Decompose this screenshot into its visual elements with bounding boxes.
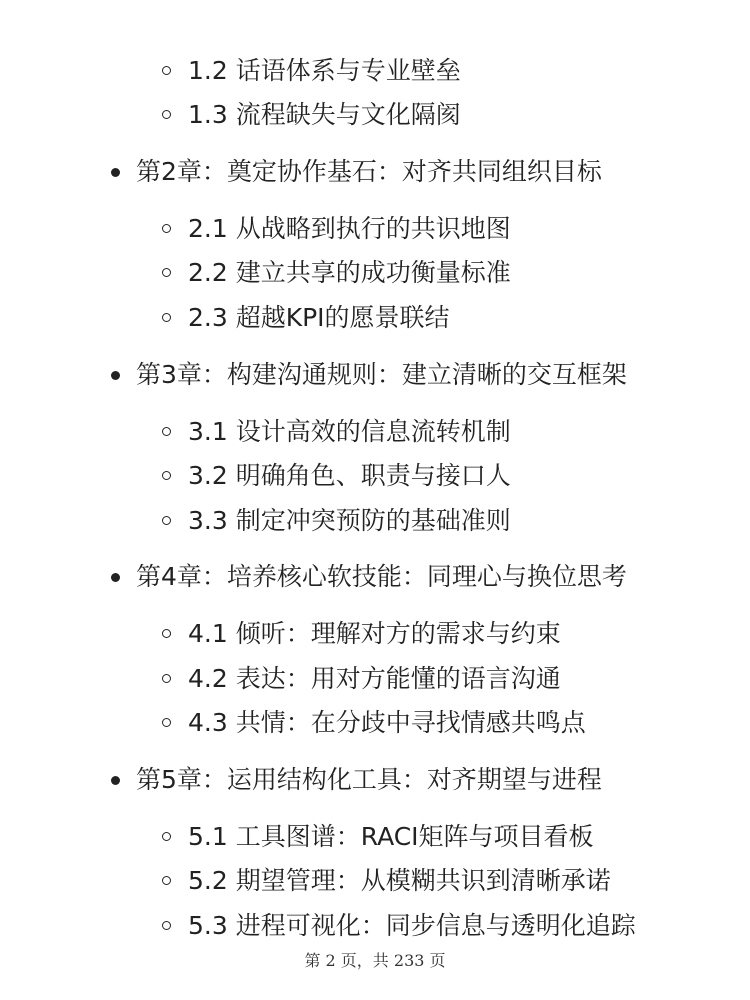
toc-section-label: 2.3 超越KPI的愿景联结	[188, 303, 450, 332]
filled-bullet-icon	[111, 371, 120, 380]
toc-section-2-1[interactable]	[188, 209, 511, 249]
toc-section-label: 5.1 工具图谱：RACI矩阵与项目看板	[188, 822, 594, 851]
toc-section-label: 4.2 表达：用对方能懂的语言沟通	[188, 664, 561, 693]
toc-section-3-2[interactable]	[188, 456, 511, 496]
toc-section-label: 1.2 话语体系与专业壁垒	[188, 56, 461, 85]
hollow-bullet-icon	[162, 921, 171, 930]
hollow-bullet-icon	[162, 66, 171, 75]
toc-chapter-4[interactable]	[136, 557, 627, 597]
toc-section-5-3[interactable]	[188, 906, 636, 946]
hollow-bullet-icon	[162, 313, 171, 322]
toc-chapter-2[interactable]	[136, 152, 602, 192]
toc-section-label: 3.2 明确角色、职责与接口人	[188, 461, 511, 490]
toc-section-3-3[interactable]	[188, 501, 511, 541]
hollow-bullet-icon	[162, 471, 171, 480]
hollow-bullet-icon	[162, 224, 171, 233]
toc-section-2-3[interactable]	[188, 298, 450, 338]
toc-chapter-label: 第2章：奠定协作基石：对齐共同组织目标	[136, 157, 602, 186]
hollow-bullet-icon	[162, 674, 171, 683]
toc-section-label: 5.2 期望管理：从模糊共识到清晰承诺	[188, 866, 611, 895]
toc-section-3-1[interactable]	[188, 412, 511, 452]
hollow-bullet-icon	[162, 516, 171, 525]
toc-section-label: 2.1 从战略到执行的共识地图	[188, 214, 511, 243]
toc-section-label: 2.2 建立共享的成功衡量标准	[188, 258, 511, 287]
toc-chapter-5[interactable]	[136, 760, 602, 800]
toc-section-label: 4.3 共情：在分歧中寻找情感共鸣点	[188, 708, 586, 737]
toc-section-2-2[interactable]	[188, 253, 511, 293]
toc-section-4-2[interactable]	[188, 659, 561, 699]
hollow-bullet-icon	[162, 629, 171, 638]
page-number-label: 第 2 页，共 233 页	[304, 951, 446, 970]
filled-bullet-icon	[111, 573, 120, 582]
toc-chapter-label: 第3章：构建沟通规则：建立清晰的交互框架	[136, 360, 627, 389]
toc-section-4-3[interactable]	[188, 703, 586, 743]
toc-section-label: 3.1 设计高效的信息流转机制	[188, 417, 511, 446]
hollow-bullet-icon	[162, 110, 171, 119]
toc-section-label: 5.3 进程可视化：同步信息与透明化追踪	[188, 911, 636, 940]
toc-section-label: 3.3 制定冲突预防的基础准则	[188, 506, 511, 535]
toc-section-5-1[interactable]	[188, 817, 594, 857]
toc-section-4-1[interactable]	[188, 614, 561, 654]
filled-bullet-icon	[111, 776, 120, 785]
hollow-bullet-icon	[162, 268, 171, 277]
toc-section-label: 1.3 流程缺失与文化隔阂	[188, 100, 461, 129]
toc-chapter-3[interactable]	[136, 355, 627, 395]
toc-section-1-3[interactable]	[188, 95, 461, 135]
hollow-bullet-icon	[162, 876, 171, 885]
toc-chapter-label: 第5章：运用结构化工具：对齐期望与进程	[136, 765, 602, 794]
hollow-bullet-icon	[162, 718, 171, 727]
filled-bullet-icon	[111, 168, 120, 177]
toc-section-5-2[interactable]	[188, 861, 611, 901]
hollow-bullet-icon	[162, 427, 171, 436]
toc-section-1-2[interactable]	[188, 51, 461, 91]
hollow-bullet-icon	[162, 832, 171, 841]
page-footer	[0, 948, 750, 971]
toc-chapter-label: 第4章：培养核心软技能：同理心与换位思考	[136, 562, 627, 591]
toc-section-label: 4.1 倾听：理解对方的需求与约束	[188, 619, 561, 648]
